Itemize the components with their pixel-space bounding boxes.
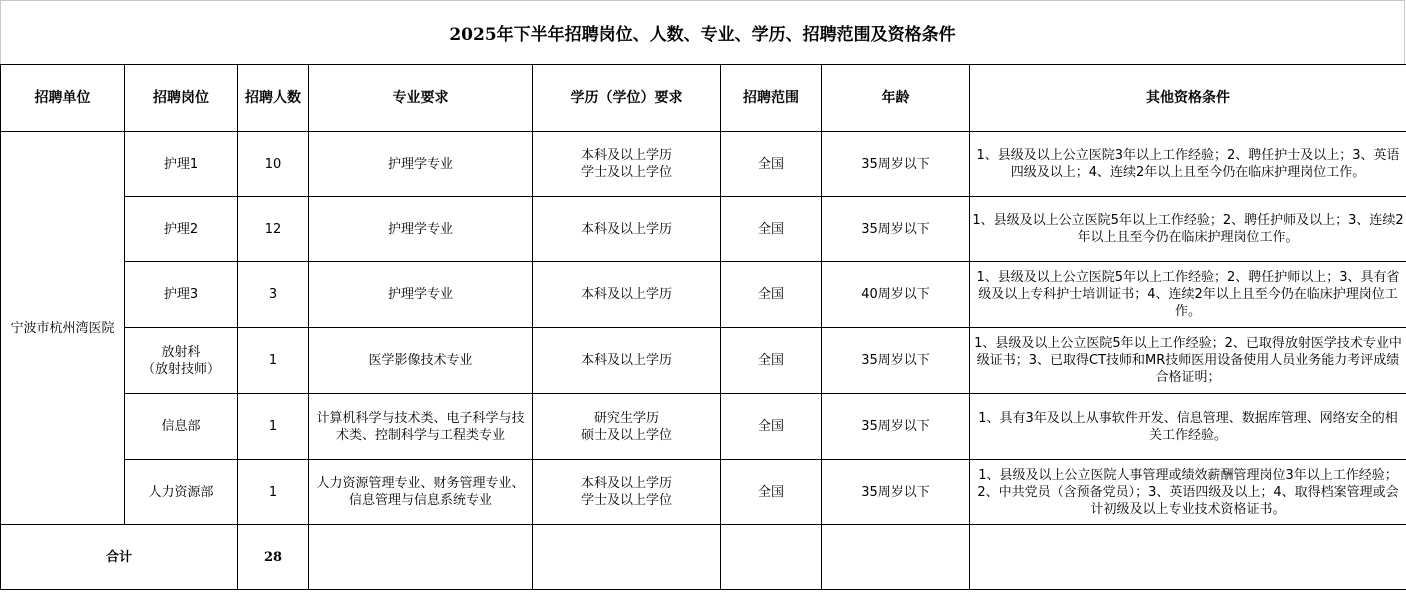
count-cell: 10 bbox=[238, 132, 309, 197]
age-cell: 40周岁以下 bbox=[822, 262, 970, 328]
other-conditions-cell: 1、县级及以上公立医院5年以上工作经验；2、已取得放射医学技术专业中级证书；3、已取得CT技师和MR技师医用设备使用人员业务能力考评成绩合格证明； bbox=[970, 328, 1406, 394]
count-cell: 1 bbox=[238, 460, 309, 525]
scope-cell: 全国 bbox=[721, 262, 822, 328]
education-cell: 本科及以上学历 学士及以上学位 bbox=[533, 132, 721, 197]
count-cell: 12 bbox=[238, 197, 309, 262]
major-cell: 计算机科学与技术类、电子科学与技术类、控制科学与工程类专业 bbox=[309, 394, 533, 460]
other-conditions-cell: 1、县级及以上公立医院5年以上工作经验；2、聘任护师以上；3、具有省级及以上专科护士培训证书；4、连续2年以上且至今仍在临床护理岗位工作。 bbox=[970, 262, 1406, 328]
total-label: 合计 bbox=[1, 525, 238, 590]
age-cell: 35周岁以下 bbox=[822, 328, 970, 394]
header-count: 招聘人数 bbox=[238, 65, 309, 132]
header-education: 学历（学位）要求 bbox=[533, 65, 721, 132]
education-cell: 研究生学历 硕士及以上学位 bbox=[533, 394, 721, 460]
header-position: 招聘岗位 bbox=[125, 65, 238, 132]
empty-cell bbox=[721, 525, 822, 590]
recruitment-table bbox=[0, 64, 1406, 590]
empty-cell bbox=[822, 525, 970, 590]
unit-name-cell: 宁波市杭州湾医院 bbox=[1, 132, 125, 525]
scope-cell: 全国 bbox=[721, 132, 822, 197]
other-conditions-cell: 1、具有3年及以上从事软件开发、信息管理、数据库管理、网络安全的相关工作经验。 bbox=[970, 394, 1406, 460]
education-cell: 本科及以上学历 bbox=[533, 197, 721, 262]
header-age: 年龄 bbox=[822, 65, 970, 132]
position-cell: 护理3 bbox=[125, 262, 238, 328]
position-cell: 信息部 bbox=[125, 394, 238, 460]
scope-cell: 全国 bbox=[721, 197, 822, 262]
empty-cell bbox=[533, 525, 721, 590]
education-cell: 本科及以上学历 学士及以上学位 bbox=[533, 460, 721, 525]
total-count: 28 bbox=[238, 525, 309, 590]
header-row bbox=[1, 65, 1406, 132]
table-row bbox=[1, 328, 1406, 394]
empty-cell bbox=[970, 525, 1406, 590]
total-row bbox=[1, 525, 1406, 590]
age-cell: 35周岁以下 bbox=[822, 132, 970, 197]
empty-cell bbox=[309, 525, 533, 590]
header-other: 其他资格条件 bbox=[970, 65, 1406, 132]
header-unit: 招聘单位 bbox=[1, 65, 125, 132]
age-cell: 35周岁以下 bbox=[822, 394, 970, 460]
table-row bbox=[1, 394, 1406, 460]
major-cell: 护理学专业 bbox=[309, 132, 533, 197]
education-cell: 本科及以上学历 bbox=[533, 262, 721, 328]
education-cell: 本科及以上学历 bbox=[533, 328, 721, 394]
table-row bbox=[1, 460, 1406, 525]
other-conditions-cell: 1、县级及以上公立医院人事管理或绩效薪酬管理岗位3年以上工作经验；2、中共党员（含预备党员）；3、英语四级及以上；4、取得档案管理或会计初级及以上专业技术资格证书。 bbox=[970, 460, 1406, 525]
count-cell: 1 bbox=[238, 328, 309, 394]
table-title: 2025年下半年招聘岗位、人数、专业、学历、招聘范围及资格条件 bbox=[0, 0, 1405, 64]
other-conditions-cell: 1、县级及以上公立医院3年以上工作经验；2、聘任护士及以上；3、英语四级及以上；4、连续2年以上且至今仍在临床护理岗位工作。 bbox=[970, 132, 1406, 197]
major-cell: 护理学专业 bbox=[309, 197, 533, 262]
table-row bbox=[1, 197, 1406, 262]
other-conditions-cell: 1、县级及以上公立医院5年以上工作经验；2、聘任护师及以上；3、连续2年以上且至今仍在临床护理岗位工作。 bbox=[970, 197, 1406, 262]
position-cell: 放射科 （放射技师） bbox=[125, 328, 238, 394]
position-cell: 护理1 bbox=[125, 132, 238, 197]
scope-cell: 全国 bbox=[721, 460, 822, 525]
scope-cell: 全国 bbox=[721, 328, 822, 394]
major-cell: 医学影像技术专业 bbox=[309, 328, 533, 394]
count-cell: 1 bbox=[238, 394, 309, 460]
table-row bbox=[1, 262, 1406, 328]
age-cell: 35周岁以下 bbox=[822, 460, 970, 525]
position-cell: 护理2 bbox=[125, 197, 238, 262]
age-cell: 35周岁以下 bbox=[822, 197, 970, 262]
header-major: 专业要求 bbox=[309, 65, 533, 132]
major-cell: 护理学专业 bbox=[309, 262, 533, 328]
header-scope: 招聘范围 bbox=[721, 65, 822, 132]
scope-cell: 全国 bbox=[721, 394, 822, 460]
table-row bbox=[1, 132, 1406, 197]
count-cell: 3 bbox=[238, 262, 309, 328]
major-cell: 人力资源管理专业、财务管理专业、信息管理与信息系统专业 bbox=[309, 460, 533, 525]
position-cell: 人力资源部 bbox=[125, 460, 238, 525]
